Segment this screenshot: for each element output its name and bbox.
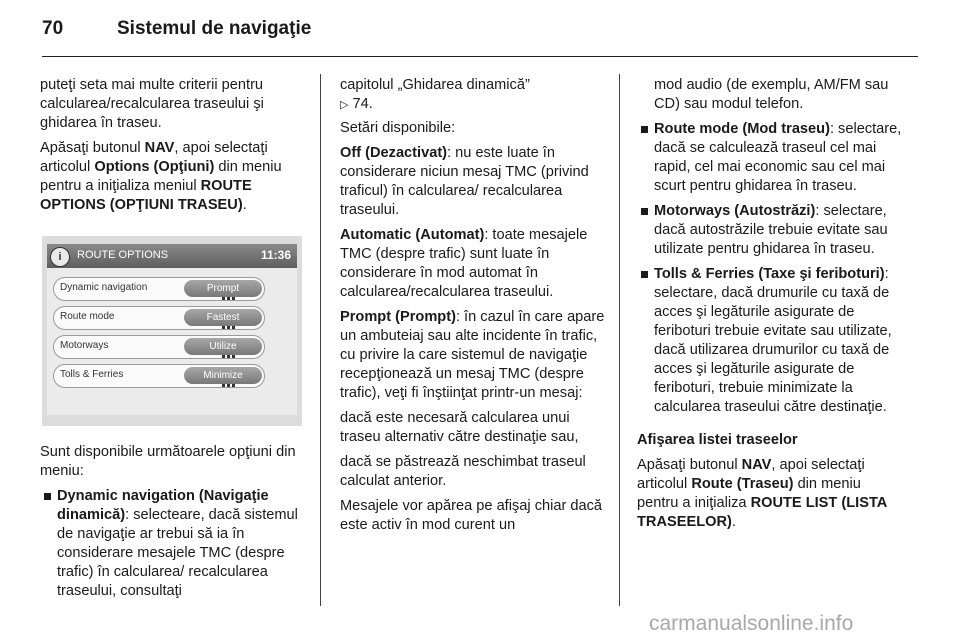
nav-button-ref: NAV — [144, 140, 175, 156]
text: Apăsaţi butonul — [40, 140, 145, 156]
text: din meniu pentru a iniţializa meniul — [40, 159, 282, 194]
paragraph — [340, 226, 606, 302]
page-reference: 74. — [352, 96, 373, 112]
option-value-button[interactable]: Minimize — [184, 367, 262, 384]
text: , apoi selectaţi articolul — [637, 457, 865, 492]
column-2 — [340, 76, 606, 541]
bullet-square-icon — [641, 271, 648, 278]
option-row-tolls-ferries[interactable] — [53, 364, 265, 388]
paragraph: dacă se păstrează neschimbat traseul calculat anterior. — [340, 454, 586, 489]
bullet-title: Motorways (Autostrăzi) — [654, 203, 816, 219]
route-options-ref: ROUTE OPTIONS (OPŢIUNI TRASEU) — [40, 178, 252, 213]
text: Apăsaţi butonul — [637, 457, 742, 473]
paragraph — [637, 456, 905, 532]
route-options-screen — [42, 236, 302, 426]
paragraph: mod audio (de exemplu, AM/FM sau CD) sau modul telefon. — [654, 77, 889, 112]
page-header — [42, 18, 918, 44]
column-3 — [637, 76, 905, 538]
bullet-text: : selectare, dacă drumurile cu taxă de acces şi legăturile asigurate de feriboturi trebuie evitate sau utilizate, dacă utilizarea drumurilor cu taxă de acces şi legăturile asigurate de feriboturi, trebuie minimizate la calcularea traseului către destinaţie. — [654, 266, 892, 415]
text: , apoi selectaţi articolul — [40, 140, 268, 175]
route-list-ref: ROUTE LIST (LISTA TRASEELOR) — [637, 495, 887, 530]
watermark: carmanualsonline.info — [649, 612, 854, 635]
paragraph: dacă este necesară calcularea unui traseu alternativ către destinaţie sau, — [340, 410, 579, 445]
bullet-square-icon — [44, 493, 51, 500]
route-item-ref: Route (Traseu) — [691, 476, 794, 492]
bullet-square-icon — [641, 126, 648, 133]
paragraph — [340, 308, 606, 403]
option-label: Dynamic navigation — [60, 282, 148, 293]
option-label: Tolls & Ferries — [60, 369, 124, 380]
option-value-button[interactable]: Utilize — [184, 338, 262, 355]
bullet-dynamic-navigation — [40, 487, 308, 601]
setting-text: : nu este luate în considerare niciun mesaj TMC (privind traficul) în calcularea/ recalcularea traseului. — [340, 145, 589, 218]
page-number: 70 — [42, 18, 64, 39]
option-row-motorways[interactable] — [53, 335, 265, 359]
cross-ref-arrow-icon: ▷ — [340, 99, 349, 111]
text: . — [242, 197, 247, 213]
option-indicator — [222, 297, 236, 300]
header-rule — [42, 56, 918, 57]
text: din meniu pentru a iniţializa — [637, 476, 861, 511]
text: capitolul „Ghidarea dinamică” — [340, 77, 530, 93]
screen-title-bar — [47, 244, 297, 268]
section-heading: Afişarea listei traseelor — [637, 432, 798, 448]
bullet-route-mode — [637, 120, 905, 196]
bullet-title: Dynamic navigation (Navigaţie dinamică) — [57, 488, 269, 523]
paragraph: Sunt disponibile următoarele opţiuni din meniu: — [40, 444, 296, 479]
option-value-button[interactable]: Fastest — [184, 309, 262, 326]
paragraph — [40, 139, 308, 215]
text: . — [731, 514, 736, 530]
setting-title: Automatic (Automat) — [340, 227, 485, 243]
option-indicator — [222, 355, 236, 358]
screen-title: ROUTE OPTIONS — [77, 249, 169, 261]
paragraph: puteţi seta mai multe criterii pentru calcularea/recalcularea traseului şi ghidarea în traseu. — [40, 77, 264, 131]
bullet-title: Route mode (Mod traseu) — [654, 121, 830, 137]
column-1-lower — [40, 443, 308, 607]
option-label: Motorways — [60, 340, 109, 351]
bullet-tolls-ferries — [637, 265, 905, 417]
option-value-button[interactable]: Prompt — [184, 280, 262, 297]
setting-text: : toate mesajele TMC (despre trafic) sunt luate în considerare în mod automat în calcularea/recalcularea traseului. — [340, 227, 588, 300]
option-indicator — [222, 326, 236, 329]
paragraph: Mesajele vor apărea pe afişaj chiar dacă este activ în mod curent un — [340, 498, 603, 533]
option-indicator — [222, 384, 236, 387]
bullet-square-icon — [641, 208, 648, 215]
page-title: Sistemul de navigaţie — [117, 18, 312, 39]
paragraph: Setări disponibile: — [340, 120, 456, 136]
options-item-ref: Options (Opţiuni) — [94, 159, 215, 175]
bullet-text: : selecteare, dacă sistemul de navigaţie ar trebui să ia în considerare mesajele TMC (despre trafic) în calcularea/ recalcularea traseului, consultaţi — [57, 507, 298, 599]
option-row-dynamic-navigation[interactable] — [53, 277, 265, 301]
setting-text: : în cazul în care apare un ambuteiaj sau alte incidente în trafic, cu privire la care sistemul de navigaţie recepţionează un mesaj TMC (despre trafic), veţi fi înştiinţat printr-un mesaj: — [340, 309, 605, 401]
column-divider — [619, 74, 620, 606]
bullet-text: : selectare, dacă autostrăzile trebuie evitate sau utilizate pentru ghidarea în traseu. — [654, 203, 888, 257]
setting-title: Off (Dezactivat) — [340, 145, 448, 161]
option-label: Route mode — [60, 311, 115, 322]
setting-title: Prompt (Prompt) — [340, 309, 456, 325]
nav-button-ref: NAV — [741, 457, 772, 473]
column-divider — [320, 74, 321, 606]
option-row-route-mode[interactable] — [53, 306, 265, 330]
paragraph — [340, 76, 606, 115]
screen-display — [47, 244, 297, 415]
info-icon[interactable]: i — [50, 247, 70, 267]
bullet-motorways — [637, 202, 905, 259]
screen-clock: 11:36 — [260, 248, 291, 262]
bullet-title: Tolls & Ferries (Taxe şi feriboturi) — [654, 266, 885, 282]
bullet-text: : selectare, dacă se calculează traseul cel mai rapid, cel mai economic sau cel mai scurt pentru ghidarea în traseu. — [654, 121, 902, 194]
column-1 — [40, 76, 308, 221]
paragraph — [340, 144, 606, 220]
